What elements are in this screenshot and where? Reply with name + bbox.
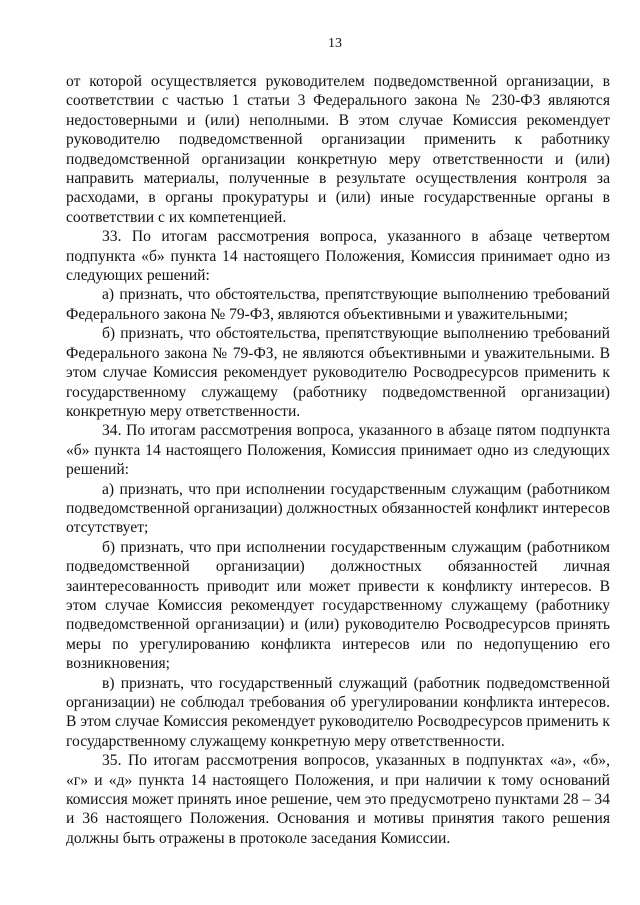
paragraph-34: 34. По итогам рассмотрения вопроса, указанного в абзаце пятом подпункта «б» пункта 14 настоящего Положения, Комиссия принимает одно из следующих решений: xyxy=(66,422,610,479)
document-body xyxy=(66,72,610,848)
paragraph-35: 35. По итогам рассмотрения вопросов, указанных в подпунктах «а», «б», «г» и «д» пункта 14 настоящего Положения, и при наличии к тому оснований комиссия может принять иное решение, чем это предусмотрено пунктами 28 – 34 и 36 настоящего Положения. Основания и мотивы принятия такого решения должны быть отражены в протоколе заседания Комиссии. xyxy=(66,752,610,847)
paragraph-34-b: б) признать, что при исполнении государственным служащим (работником подведомственной организации) должностных обязанностей личная заинтересованность приводит или может привести к конфликту интересов. В этом случае Комиссия рекомендует государственному служащему (работнику подведомственной организации) и (или) руководителю Росводресурсов принять меры по урегулированию конфликта интересов или по недопущению его возникновения; xyxy=(66,538,610,673)
paragraph-34-a: а) признать, что при исполнении государственным служащим (работником подведомственной организации) должностных обязанностей конфликт интересов отсутствует; xyxy=(66,480,610,537)
paragraph-33-a: а) признать, что обстоятельства, препятствующие выполнению требований Федерального закона № 79-ФЗ, являются объективными и уважительными; xyxy=(66,286,610,323)
paragraph-33-b: б) признать, что обстоятельства, препятствующие выполнению требований Федерального закона № 79-ФЗ, не являются объективными и уважительными. В этом случае Комиссия рекомендует руководителю Росводресурсов применить к государственному служащему (работнику подведомственной организации) конкретную меру ответственности. xyxy=(66,325,610,420)
paragraph-continuation: от которой осуществляется руководителем подведомственной организации, в соответствии с частью 1 статьи 3 Федерального закона № 230-ФЗ являются недостоверными и (или) неполными. В этом случае Комиссия рекомендует руководителю подведомственной организации применить к работнику подведомственной организации конкретную меру ответственности и (или) направить материалы, полученные в результате осуществления контроля за расходами, в органы прокуратуры и (или) иные государственные органы в соответствии с их компетенцией. xyxy=(66,73,610,226)
paragraph-34-v: в) признать, что государственный служащий (работник подведомственной организации) не соблюдал требования об урегулировании конфликта интересов. В этом случае Комиссия рекомендует руководителю Росводресурсов применить к государственному служащему конкретную меру ответственности. xyxy=(66,674,610,750)
paragraph-33: 33. По итогам рассмотрения вопроса, указанного в абзаце четвертом подпункта «б» пункта 14 настоящего Положения, Комиссия принимает одно из следующих решений: xyxy=(66,228,610,285)
page-number: 13 xyxy=(328,36,342,51)
